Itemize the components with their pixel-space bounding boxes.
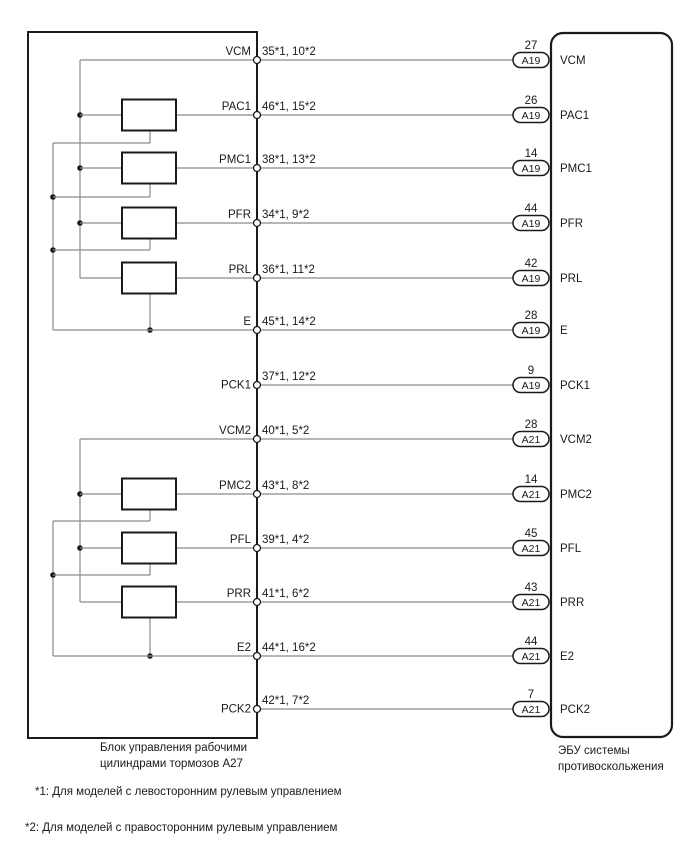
connector-label: A21 bbox=[521, 596, 541, 609]
box-pin-circle bbox=[254, 275, 261, 282]
pin-note: 35*1, 10*2 bbox=[262, 46, 316, 58]
signal-label: PMC1 bbox=[219, 154, 251, 166]
box-pin-circle bbox=[254, 545, 261, 552]
pin-note: 42*1, 7*2 bbox=[262, 695, 310, 707]
signal-label: PCK2 bbox=[220, 703, 251, 716]
pin-note: 40*1, 5*2 bbox=[262, 425, 310, 437]
ecu-pin-number: 9 bbox=[527, 365, 535, 377]
ecu-signal-label: PFL bbox=[560, 543, 582, 555]
box-pin-circle bbox=[254, 57, 261, 64]
ecu-pin-number: 45 bbox=[524, 528, 538, 540]
signal-label: VCM2 bbox=[219, 425, 251, 437]
signal-label: PFL bbox=[229, 534, 251, 546]
box-pin-circle bbox=[254, 653, 261, 660]
signal-label: E2 bbox=[236, 642, 251, 654]
solenoid-coil bbox=[122, 263, 176, 294]
ecu-signal-label: VCM bbox=[560, 55, 586, 67]
pin-note: 43*1, 8*2 bbox=[262, 480, 310, 492]
ecu-pin-number: 28 bbox=[524, 419, 538, 431]
pin-note: 37*1, 12*2 bbox=[262, 371, 316, 383]
box-pin-circle bbox=[254, 706, 261, 713]
box-pin-circle bbox=[254, 382, 261, 389]
ecu-signal-label: VCM2 bbox=[560, 434, 592, 446]
solenoid-coil bbox=[122, 100, 176, 131]
box-pin-circle bbox=[254, 599, 261, 606]
connector-label: A19 bbox=[521, 217, 541, 230]
solenoid-coil bbox=[122, 208, 176, 239]
pin-note: 44*1, 16*2 bbox=[262, 642, 316, 654]
footnote-1: *1: Для моделей с левосторонним рулевым управлением bbox=[35, 786, 342, 798]
ecu-pin-number: 44 bbox=[524, 636, 538, 648]
signal-label: PFR bbox=[228, 209, 251, 221]
connector-label: A19 bbox=[521, 109, 541, 122]
ecu-pin-number: 28 bbox=[524, 310, 538, 322]
box-pin-circle bbox=[254, 327, 261, 334]
ecu-signal-label: PAC1 bbox=[560, 110, 590, 122]
left-box-caption-line2: цилиндрами тормозов A27 bbox=[100, 757, 243, 770]
connector-label: A19 bbox=[521, 272, 541, 285]
ecu-signal-label: PCK2 bbox=[560, 704, 591, 716]
ecu-pin-number: 44 bbox=[524, 203, 538, 215]
ecu-signal-label: PFR bbox=[560, 218, 583, 230]
ecu-signal-label: E2 bbox=[560, 651, 575, 663]
signal-label: VCM bbox=[225, 46, 251, 58]
ecu-caption-line2: противоскольжения bbox=[558, 760, 664, 773]
connector-label: A21 bbox=[521, 488, 541, 501]
ecu-caption bbox=[558, 744, 664, 775]
signal-label: PRL bbox=[228, 264, 251, 276]
connector-label: A21 bbox=[521, 650, 541, 663]
pin-note: 38*1, 13*2 bbox=[262, 154, 316, 166]
box-pin-circle bbox=[254, 491, 261, 498]
ecu-signal-label: PRL bbox=[560, 273, 583, 285]
ecu-pin-number: 14 bbox=[524, 148, 538, 160]
ecu-pin-number: 26 bbox=[524, 95, 538, 107]
solenoid-coil bbox=[122, 587, 176, 618]
box-pin-circle bbox=[254, 436, 261, 443]
signal-label: PMC2 bbox=[219, 480, 251, 492]
pin-note: 41*1, 6*2 bbox=[262, 588, 310, 600]
box-pin-circle bbox=[254, 112, 261, 119]
ecu-signal-label: PMC2 bbox=[560, 489, 592, 501]
connector-label: A21 bbox=[521, 703, 541, 716]
ecu-signal-label: PCK1 bbox=[560, 380, 591, 392]
ecu-pin-number: 7 bbox=[527, 689, 535, 701]
ecu-pin-number: 27 bbox=[524, 40, 538, 52]
signal-label: E bbox=[243, 316, 251, 328]
connector-label: A21 bbox=[521, 542, 541, 555]
left-box-caption bbox=[100, 741, 247, 772]
box-pin-circle bbox=[254, 220, 261, 227]
connector-label: A19 bbox=[521, 54, 541, 67]
connector-label: A19 bbox=[521, 324, 541, 337]
pin-note: 34*1, 9*2 bbox=[262, 209, 310, 221]
solenoid-coil bbox=[122, 153, 176, 184]
pin-note: 36*1, 11*2 bbox=[262, 264, 315, 276]
ecu-pin-number: 14 bbox=[524, 474, 538, 486]
signal-label: PRR bbox=[226, 588, 251, 600]
signal-label: PAC1 bbox=[221, 101, 251, 113]
pin-note: 39*1, 4*2 bbox=[262, 534, 310, 546]
footnote-2: *2: Для моделей с правосторонним рулевым управлением bbox=[25, 822, 338, 834]
connector-label: A19 bbox=[521, 379, 541, 392]
pin-note: 45*1, 14*2 bbox=[262, 316, 316, 328]
left-box-caption-line1: Блок управления рабочими bbox=[100, 742, 248, 754]
box-pin-circle bbox=[254, 165, 261, 172]
ecu-pin-number: 43 bbox=[524, 582, 538, 594]
signal-label: PCK1 bbox=[220, 379, 251, 392]
solenoid-coil bbox=[122, 479, 176, 510]
connector-label: A19 bbox=[521, 162, 541, 175]
connector-label: A21 bbox=[521, 433, 541, 446]
solenoid-coil bbox=[122, 533, 176, 564]
ecu-caption-line1: ЭБУ системы bbox=[558, 745, 630, 757]
pin-note: 46*1, 15*2 bbox=[262, 101, 316, 113]
ecu-signal-label: PMC1 bbox=[560, 163, 592, 175]
ecu-pin-number: 42 bbox=[524, 258, 538, 270]
ecu-signal-label: E bbox=[560, 325, 568, 337]
ecu-signal-label: PRR bbox=[560, 597, 585, 609]
